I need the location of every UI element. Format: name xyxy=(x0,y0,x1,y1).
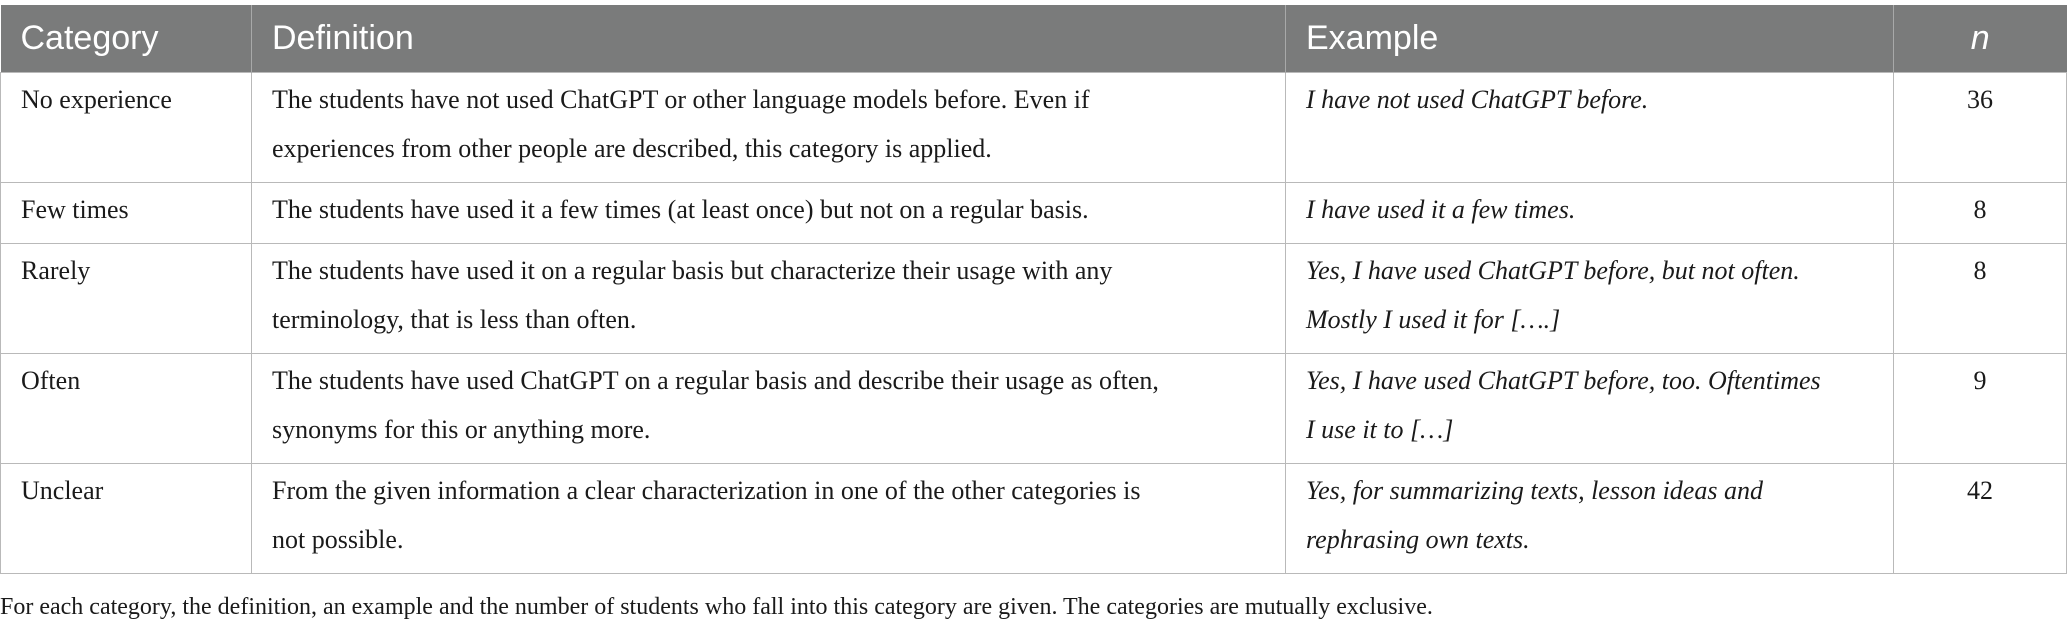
cell-n: 8 xyxy=(1894,182,2067,243)
table-row xyxy=(1,72,2067,182)
example-line: Yes, I have used ChatGPT before, but not often. xyxy=(1306,255,1800,285)
definition-line: terminology, that is less than often. xyxy=(272,304,637,334)
example-line: I use it to […] xyxy=(1306,414,1454,444)
cell-example xyxy=(1286,353,1894,463)
example-line: Yes, for summarizing texts, lesson ideas and xyxy=(1306,475,1763,505)
cell-category: Unclear xyxy=(1,463,252,573)
cell-definition xyxy=(252,243,1286,353)
example-line: I have used it a few times. xyxy=(1306,194,1576,224)
table-row xyxy=(1,182,2067,243)
example-line: I have not used ChatGPT before. xyxy=(1306,84,1649,114)
cell-example xyxy=(1286,72,1894,182)
table-row xyxy=(1,353,2067,463)
header-definition: Definition xyxy=(252,5,1286,72)
cell-definition xyxy=(252,182,1286,243)
definition-line: experiences from other people are described, this category is applied. xyxy=(272,133,992,163)
header-n: n xyxy=(1970,18,1990,57)
cell-category: Often xyxy=(1,353,252,463)
category-table xyxy=(0,5,2067,574)
example-line: Yes, I have used ChatGPT before, too. Oftentimes xyxy=(1306,365,1821,395)
definition-line: From the given information a clear characterization in one of the other categories is xyxy=(272,475,1141,505)
cell-category: No experience xyxy=(1,72,252,182)
definition-line: The students have used it a few times (at least once) but not on a regular basis. xyxy=(272,194,1089,224)
header-example: Example xyxy=(1286,5,1894,72)
cell-example xyxy=(1286,182,1894,243)
cell-n: 8 xyxy=(1894,243,2067,353)
table-footnote: For each category, the definition, an example and the number of students who fall into this category are given. The categories are mutually exclusive. xyxy=(0,594,1433,620)
example-line: rephrasing own texts. xyxy=(1306,524,1530,554)
cell-n: 9 xyxy=(1894,353,2067,463)
table-row xyxy=(1,463,2067,573)
cell-category: Rarely xyxy=(1,243,252,353)
cell-definition xyxy=(252,463,1286,573)
definition-line: The students have used it on a regular basis but characterize their usage with any xyxy=(272,255,1113,285)
cell-example xyxy=(1286,243,1894,353)
cell-definition xyxy=(252,72,1286,182)
definition-line: The students have not used ChatGPT or other language models before. Even if xyxy=(272,84,1090,114)
example-line: Mostly I used it for [….] xyxy=(1306,304,1561,334)
table-row xyxy=(1,243,2067,353)
definition-line: synonyms for this or anything more. xyxy=(272,414,651,444)
definition-line: The students have used ChatGPT on a regular basis and describe their usage as often, xyxy=(272,365,1159,395)
definition-line: not possible. xyxy=(272,524,404,554)
cell-n: 36 xyxy=(1894,72,2067,182)
cell-definition xyxy=(252,353,1286,463)
table-body xyxy=(1,72,2067,573)
cell-example xyxy=(1286,463,1894,573)
header-category: Category xyxy=(1,5,252,72)
table-header xyxy=(1,5,2067,72)
cell-n: 42 xyxy=(1894,463,2067,573)
header-row xyxy=(1,5,2067,72)
cell-category: Few times xyxy=(1,182,252,243)
